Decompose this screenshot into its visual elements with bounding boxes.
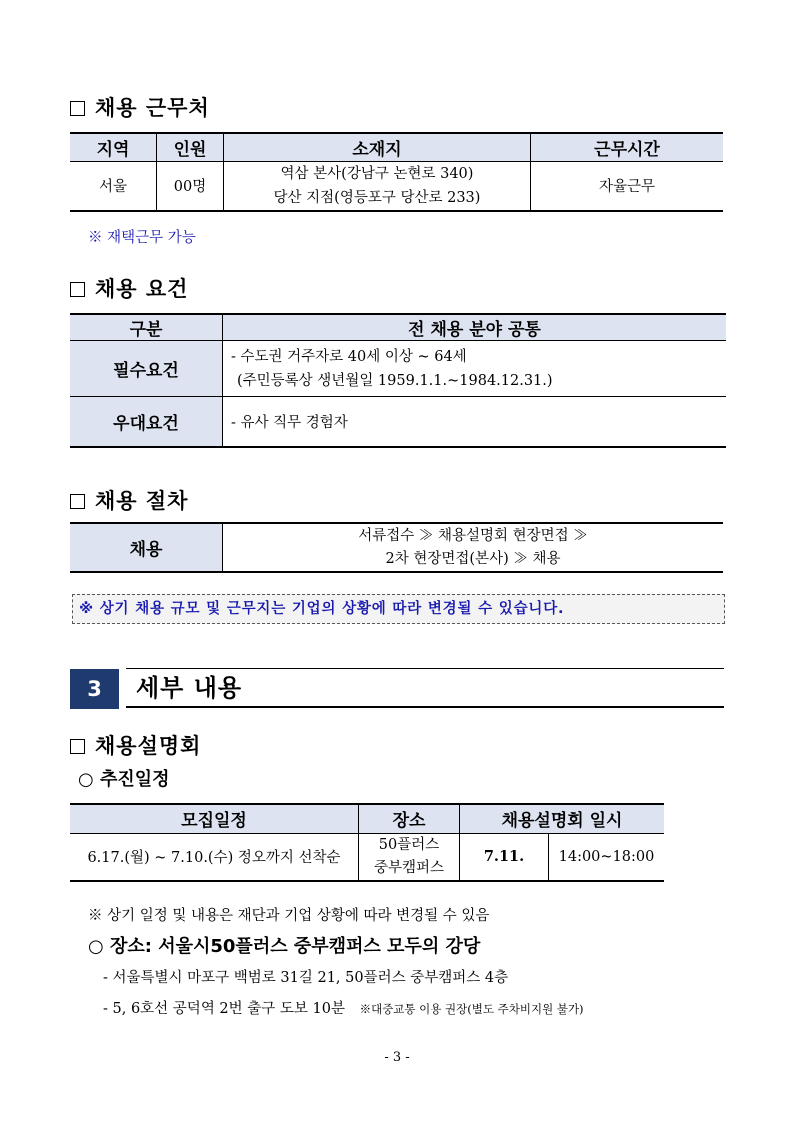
section-title: 세부 내용 (136, 674, 243, 702)
table-row (70, 341, 726, 397)
preferred-content: - 유사 직무 경험자 (231, 414, 348, 431)
cell-hours: 자율근무 (598, 179, 656, 196)
procedure-line-1: 서류접수 ≫ 채용설명회 현장면접 ≫ (358, 527, 588, 544)
place-line-1: 50플러스 (378, 836, 440, 853)
header-address: 소재지 (224, 133, 531, 161)
notice-text: ※ 상기 채용 규모 및 근무지는 기업의 상황에 따라 변경될 수 있습니다. (79, 601, 565, 617)
header-period: 모집일정 (70, 804, 359, 833)
section-title-bar (126, 668, 724, 708)
page-number: - 3 - (384, 1050, 410, 1065)
header-common: 전 채용 분야 공통 (223, 314, 727, 341)
header-region: 지역 (70, 133, 157, 161)
section-heading-requirements: 채용 요건 (70, 273, 188, 303)
venue-small-note: ※대중교통 이용 권장(별도 주차비지원 불가) (359, 1002, 584, 1016)
procedure-table (70, 522, 723, 573)
address-line-1: 역삼 본사(강남구 논현로 340) (280, 165, 474, 182)
required-content (223, 341, 727, 397)
cell-count: 00명 (157, 161, 224, 211)
table-row (70, 397, 726, 447)
section-number-badge: 3 (70, 669, 119, 709)
header-place: 장소 (359, 804, 460, 833)
section-heading-briefing: 채용설명회 (70, 730, 201, 760)
requirements-table (70, 313, 726, 448)
procedure-content (223, 523, 724, 572)
venue-heading: ○ 장소: 서울시50플러스 중부캠퍼스 모두의 강당 (88, 936, 481, 957)
workplace-table (70, 132, 723, 212)
remote-work-note: ※ 재택근무 가능 (88, 230, 196, 246)
cell-region: 서울 (70, 161, 157, 211)
cell-period: 6.17.(월) ~ 7.10.(수) 정오까지 선착순 (70, 833, 359, 881)
label-procedure: 채용 (70, 523, 223, 572)
section-heading-workplace: 채용 근무처 (70, 92, 210, 122)
header-hours: 근무시간 (531, 133, 724, 161)
schedule-note: ※ 상기 일정 및 내용은 재단과 기업 상황에 따라 변경될 수 있음 (88, 908, 490, 924)
cell-address (224, 161, 531, 211)
required-line-2: (주민등록상 생년월일 1959.1.1.~1984.12.31.) (237, 372, 553, 389)
checkbox-square-icon (70, 494, 85, 509)
header-count: 인원 (157, 133, 224, 161)
schedule-subheading: ○ 추진일정 (78, 769, 170, 790)
label-preferred: 우대요건 (70, 397, 223, 447)
label-required: 필수요건 (70, 341, 223, 397)
venue-line-2: - 5, 6호선 공덕역 2번 출구 도보 10분 ※대중교통 이용 권장(별도 주차비지원 불가) (103, 1001, 584, 1017)
place-line-2: 중부캠퍼스 (373, 859, 445, 876)
required-line-1: - 수도권 거주자로 40세 이상 ~ 64세 (231, 348, 467, 365)
cell-time: 14:00~18:00 (558, 848, 655, 865)
checkbox-square-icon (70, 101, 85, 116)
notice-box (72, 594, 725, 624)
checkbox-square-icon (70, 282, 85, 297)
section-heading-procedure: 채용 절차 (70, 485, 188, 515)
cell-date: 7.11. (460, 833, 549, 881)
briefing-table (70, 803, 664, 882)
checkbox-square-icon (70, 739, 85, 754)
venue-line-1: - 서울특별시 마포구 백범로 31길 21, 50플러스 중부캠퍼스 4층 (103, 970, 509, 986)
header-datetime: 채용설명회 일시 (460, 804, 665, 833)
procedure-line-2: 2차 현장면접(본사) ≫ 채용 (385, 550, 561, 567)
cell-place (359, 833, 460, 881)
address-line-2: 당산 지점(영등포구 당산로 233) (273, 189, 481, 206)
header-category: 구분 (70, 314, 223, 341)
